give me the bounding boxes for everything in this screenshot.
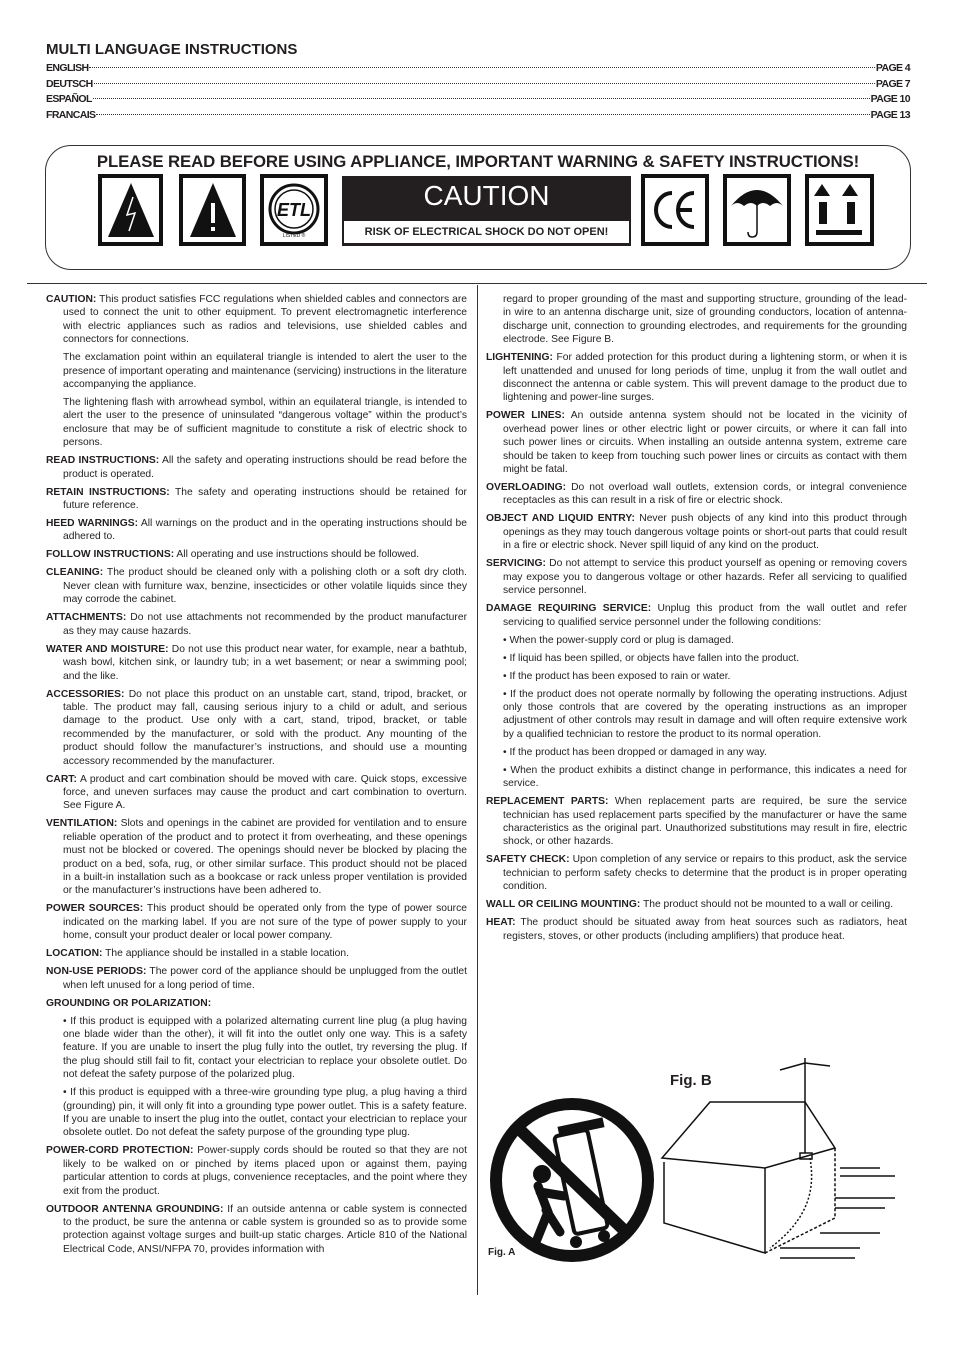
- paragraph-heading: GROUNDING OR POLARIZATION:: [46, 997, 212, 1009]
- paragraph-text: • If liquid has been spilled, or objects have fallen into the product.: [503, 652, 800, 664]
- instruction-paragraph: [486, 795, 907, 849]
- instruction-paragraph: [46, 1203, 467, 1257]
- instruction-paragraph: [46, 486, 467, 513]
- toc-entry-francais: [46, 108, 910, 124]
- paragraph-text: Unplug this product from the wall outlet and refer servicing to qualified service personnel under the following conditions:: [503, 603, 907, 628]
- paragraph-heading: DAMAGE REQUIRING SERVICE:: [486, 603, 652, 615]
- instruction-paragraph: [486, 634, 907, 647]
- paragraph-text: Do not use attachments not recommended by the product manufacturer as they may cause hazards.: [63, 612, 467, 637]
- paragraph-text: Do not use this product near water, for example, near a bathtub, wash bowl, kitchen sink, or laundry tub; in a wet basement; or near a swimming pool; and the like.: [63, 643, 467, 682]
- toc-entry-english: [46, 61, 910, 77]
- exclamation-warning-icon: [179, 174, 246, 246]
- instruction-paragraph: [46, 517, 467, 544]
- paragraph-text: The power cord of the appliance should be unplugged from the outlet when left unused for a long period of time.: [63, 966, 467, 991]
- paragraph-text: This product should be operated only from the type of power source indicated on the marking label. If you are not sure of the type of power supply to your home, consult your product dealer or local power company.: [63, 903, 467, 942]
- instruction-paragraph: [46, 947, 467, 960]
- paragraph-text: Do not attempt to service this product yourself as opening or removing covers may expose you to dangerous voltage or other hazards. Refer all servicing to qualified service personnel.: [503, 558, 907, 597]
- paragraph-text: • When the power-supply cord or plug is damaged.: [503, 634, 734, 646]
- instruction-paragraph: [486, 746, 907, 759]
- instruction-paragraph: [46, 293, 467, 347]
- column-divider: [477, 285, 478, 1295]
- paragraph-text: Slots and openings in the cabinet are provided for ventilation and to ensure reliable operation of the product and to protect it from overheating, and these openings must not be blocked or covered. The openings should never be blocked by placing the product on a bed, sofa, rug, or other similar surface. This product should not be placed in a built-in installation such as a bookcase or rack unless proper ventilation is provided or the manufacturer’s instructions have been adhered to.: [63, 818, 467, 897]
- instruction-paragraph: [46, 548, 467, 561]
- divider: [27, 283, 927, 284]
- paragraph-heading: CART:: [46, 773, 77, 785]
- dot-leader: [94, 83, 875, 84]
- figure-a-cart-warning: [486, 1092, 658, 1269]
- paragraph-text: If an outside antenna or cable system is connected to the product, be sure the antenna or cable system is grounded so as to provide some protection against voltage surges and built-up static charges. Article 810 of the National Electrical Code, ANSI/NFPA 70, provides information with: [63, 1203, 467, 1255]
- instruction-paragraph: [46, 902, 467, 942]
- paragraph-heading: NON-USE PERIODS:: [46, 966, 147, 978]
- instruction-paragraph: [46, 351, 467, 391]
- figure-a-label: Fig. A: [488, 1247, 516, 1258]
- instruction-paragraph: [46, 566, 467, 606]
- paragraph-heading: SERVICING:: [486, 558, 546, 570]
- instruction-paragraph: [486, 670, 907, 683]
- svg-text:ETL: ETL: [277, 200, 311, 220]
- paragraph-text: • If this product is equipped with a three-wire grounding type plug, a plug having a third (grounding) pin, it will only fit into a grounding type power outlet. This is a safety feature. If you are unable to insert the plug into the outlet, contact your electrician to replace your obsolete outlet. Do not defeat the safety purpose of the grounding type plug.: [63, 1087, 467, 1139]
- paragraph-text: This product satisfies FCC regulations when shielded cables and connectors are used to connect the unit to other equipment. To prevent electromagnetic interference with electric appliances such as radios and televisions, use shielded cables and connectors for connections.: [63, 294, 467, 346]
- instruction-paragraph: [486, 764, 907, 791]
- toc-page: PAGE 13: [870, 108, 910, 121]
- toc-language: FRANCAIS: [46, 108, 96, 121]
- paragraph-text: All warnings on the product and in the operating instructions should be adhered to.: [63, 518, 468, 543]
- paragraph-heading: OBJECT AND LIQUID ENTRY:: [486, 513, 635, 525]
- keep-dry-umbrella-icon: [723, 174, 791, 246]
- instruction-paragraph: [486, 409, 907, 476]
- paragraph-text: The safety and operating instructions should be retained for future reference.: [63, 486, 467, 512]
- instruction-paragraph: [46, 773, 467, 813]
- instruction-paragraph: [46, 817, 467, 897]
- paragraph-text: Never push objects of any kind into this product through openings as they may touch dangerous voltage points or short-out parts that could result in a fire or electric shock. Never spill liquid of any kind on the product.: [503, 513, 907, 552]
- paragraph-heading: FOLLOW INSTRUCTIONS:: [46, 549, 175, 561]
- instruction-paragraph: [486, 512, 907, 552]
- instruction-paragraph: [486, 602, 907, 629]
- instruction-paragraph: [46, 1144, 467, 1198]
- paragraph-heading: WATER AND MOISTURE:: [46, 643, 169, 655]
- instruction-paragraph: [486, 557, 907, 597]
- right-column: [486, 293, 907, 948]
- toc-page: PAGE 4: [875, 62, 910, 74]
- instruction-paragraph: [46, 396, 467, 450]
- instruction-paragraph: [486, 898, 907, 911]
- toc-page: PAGE 7: [875, 77, 910, 90]
- this-way-up-icon: [805, 174, 874, 246]
- paragraph-heading: POWER LINES:: [486, 410, 565, 422]
- paragraph-text: Do not overload wall outlets, extension cords, or integral convenience receptacles as this can result in a risk of fire or electric shock.: [503, 482, 907, 507]
- instruction-paragraph: [46, 643, 467, 683]
- paragraph-heading: LIGHTENING:: [486, 352, 553, 364]
- paragraph-text: The appliance should be installed in a stable location.: [105, 948, 349, 960]
- banner-title: PLEASE READ BEFORE USING APPLIANCE, IMPORTANT WARNING & SAFETY INSTRUCTIONS!: [96, 152, 860, 171]
- instruction-paragraph: [486, 481, 907, 508]
- instruction-paragraph: [46, 1086, 467, 1140]
- etl-listed-icon: [260, 174, 328, 246]
- table-of-contents: [46, 61, 910, 123]
- paragraph-heading: POWER SOURCES:: [46, 903, 144, 915]
- paragraph-text: When replacement parts are required, be sure the service technician has used replacement parts specified by the manufacturer or have the same characteristics as the original part. Unauthorized substitutions may result in fire, electric shock, or other hazards.: [503, 796, 907, 848]
- toc-language: ESPAÑOL: [46, 93, 92, 106]
- instruction-paragraph: [486, 688, 907, 742]
- paragraph-heading: OVERLOADING:: [486, 482, 567, 494]
- instruction-paragraph: [46, 965, 467, 992]
- paragraph-text: Power-supply cords should be routed so that they are not likely to be walked on or pinched by items placed upon or against them, paying particular attention to cords at plugs, convenience receptacles, and the point where they exit from the product.: [63, 1145, 467, 1197]
- caution-subtext: RISK OF ELECTRICAL SHOCK DO NOT OPEN!: [344, 221, 629, 243]
- toc-page: PAGE 10: [870, 93, 910, 106]
- instruction-paragraph: [486, 293, 907, 347]
- toc-language: DEUTSCH: [46, 77, 93, 90]
- paragraph-text: For added protection for this product during a lightening storm, or when it is left unattended and unused for long periods of time, unplug it from the wall outlet and disconnect the antenna or cable system. This will prevent damage to the product due to lightening and power-line surges.: [503, 352, 907, 404]
- paragraph-text: The product should be cleaned only with a polishing cloth or a soft dry cloth. Never clean with furniture wax, benzine, insecticides or other volatile liquids since they may corrode the cabinet.: [63, 567, 467, 606]
- paragraph-heading: SAFETY CHECK:: [486, 854, 570, 866]
- paragraph-heading: WALL OR CEILING MOUNTING:: [486, 899, 641, 911]
- instruction-paragraph: [46, 611, 467, 638]
- paragraph-text: Do not place this product on an unstable cart, stand, tripod, bracket, or table. The product may fall, causing serious injury to a child or adult, and serious damage to the product. Use only with a cart, stand, tripod, bracket, or table recommended by the manufacturer, or sold with the product. Any mounting of the product should follow the manufacturer’s instructions, and should use a mounting accessory recommended by the manufacturer.: [63, 688, 467, 767]
- instruction-paragraph: [46, 454, 467, 481]
- toc-entry-deutsch: [46, 77, 910, 93]
- figure-b-antenna-grounding: [660, 1058, 920, 1303]
- paragraph-text: A product and cart combination should be moved with care. Quick stops, excessive force, and uneven surfaces may cause the product and cart combination to overturn. See Figure A.: [63, 773, 468, 812]
- ce-mark-icon: [641, 174, 709, 246]
- dot-leader: [96, 114, 869, 115]
- instruction-paragraph: [46, 688, 467, 768]
- instruction-paragraph: [486, 916, 907, 943]
- paragraph-heading: CLEANING:: [46, 567, 104, 579]
- svg-text:LISTED ®: LISTED ®: [282, 233, 306, 239]
- instruction-paragraph: [486, 652, 907, 665]
- instruction-paragraph: [486, 351, 907, 405]
- figure-b-label: Fig. B: [670, 1072, 712, 1089]
- paragraph-text: The product should be situated away from heat sources such as radiators, heat registers, stoves, or other products (including amplifiers) that produce heat.: [503, 917, 907, 942]
- paragraph-text: regard to proper grounding of the mast and supporting structure, grounding of the lead-in wire to an antenna discharge unit, size of grounding conductors, location of antenna-discharge unit, connection to grounding electrodes, and requirements for the grounding electrode. See Figure B.: [503, 294, 907, 346]
- safety-banner: [45, 145, 911, 270]
- paragraph-text: The lightening flash with arrowhead symbol, within an equilateral triangle, is intended to alert the user to the presence of uninsulated “dangerous voltage” within the product’s enclosure that may be of sufficient magnitude to constitute a risk of electric shock to persons.: [63, 397, 467, 449]
- paragraph-heading: OUTDOOR ANTENNA GROUNDING:: [46, 1203, 224, 1215]
- paragraph-text: The exclamation point within an equilateral triangle is intended to alert the user to the presence of important operating and maintenance (servicing) instructions in the literature accompanying the appliance.: [63, 352, 467, 391]
- paragraph-text: All the safety and operating instructions should be read before the product is operated.: [63, 455, 467, 480]
- paragraph-heading: HEAT:: [486, 917, 516, 929]
- paragraph-heading: LOCATION:: [46, 948, 103, 960]
- dot-leader: [93, 98, 870, 99]
- paragraph-heading: RETAIN INSTRUCTIONS:: [46, 486, 170, 498]
- paragraph-text: • If the product has been exposed to rain or water.: [503, 670, 731, 682]
- instruction-paragraph: [46, 1015, 467, 1082]
- paragraph-heading: READ INSTRUCTIONS:: [46, 455, 160, 467]
- toc-entry-espanol: [46, 92, 910, 108]
- toc-language: ENGLISH: [46, 62, 89, 74]
- paragraph-text: The product should not be mounted to a wall or ceiling.: [642, 899, 894, 911]
- dot-leader: [89, 67, 874, 68]
- paragraph-heading: REPLACEMENT PARTS:: [486, 796, 609, 808]
- paragraph-heading: POWER-CORD PROTECTION:: [46, 1145, 194, 1157]
- paragraph-text: • If the product does not operate normally by following the operating instructions. Adjust only those controls that are covered by the operating instructions as an improper adjustment of other controls may result in damage and will often require extensive work by a qualified technician to restore the product to its normal operation.: [503, 688, 907, 740]
- page-title: MULTI LANGUAGE INSTRUCTIONS: [46, 41, 298, 58]
- paragraph-text: Upon completion of any service or repairs to this product, ask the service technician to perform safety checks to determine that the product is in proper operating condition.: [503, 854, 907, 893]
- paragraph-heading: ACCESSORIES:: [46, 688, 125, 700]
- instruction-paragraph: [486, 853, 907, 893]
- paragraph-text: • If this product is equipped with a polarized alternating current line plug (a plug having one blade wider than the other), it will fit into the outlet only one way. This is a safety feature. If you are unable to insert the plug fully into the outlet, try reversing the plug. If the plug should still fail to fit, contact your electrician to replace your obsolete outlet. Do not defeat the safety purpose of the polarized plug.: [63, 1015, 467, 1081]
- paragraph-text: An outside antenna system should not be located in the vicinity of overhead power lines or other electric light or power circuits, or where it can fall into such power lines or circuits. When installing an outside antenna system, extreme care should be taken to keep from touching such power lines or circuits as contact with them might be fatal.: [503, 410, 908, 476]
- cart-tipover-icon: [486, 1092, 658, 1264]
- paragraph-heading: CAUTION:: [46, 294, 97, 305]
- paragraph-text: • When the product exhibits a distinct change in performance, this indicates a need for service.: [503, 764, 907, 790]
- lightning-warning-icon: [98, 174, 163, 246]
- caution-label: [342, 176, 631, 246]
- paragraph-text: • If the product has been dropped or damaged in any way.: [503, 746, 767, 758]
- instruction-paragraph: [46, 997, 467, 1010]
- caution-heading: CAUTION: [423, 180, 550, 211]
- left-column: [46, 293, 467, 1261]
- paragraph-heading: VENTILATION:: [46, 818, 118, 830]
- paragraph-text: All operating and use instructions should be followed.: [176, 549, 420, 561]
- paragraph-heading: HEED WARNINGS:: [46, 518, 139, 530]
- house-antenna-diagram: [660, 1058, 920, 1298]
- paragraph-heading: ATTACHMENTS:: [46, 612, 127, 624]
